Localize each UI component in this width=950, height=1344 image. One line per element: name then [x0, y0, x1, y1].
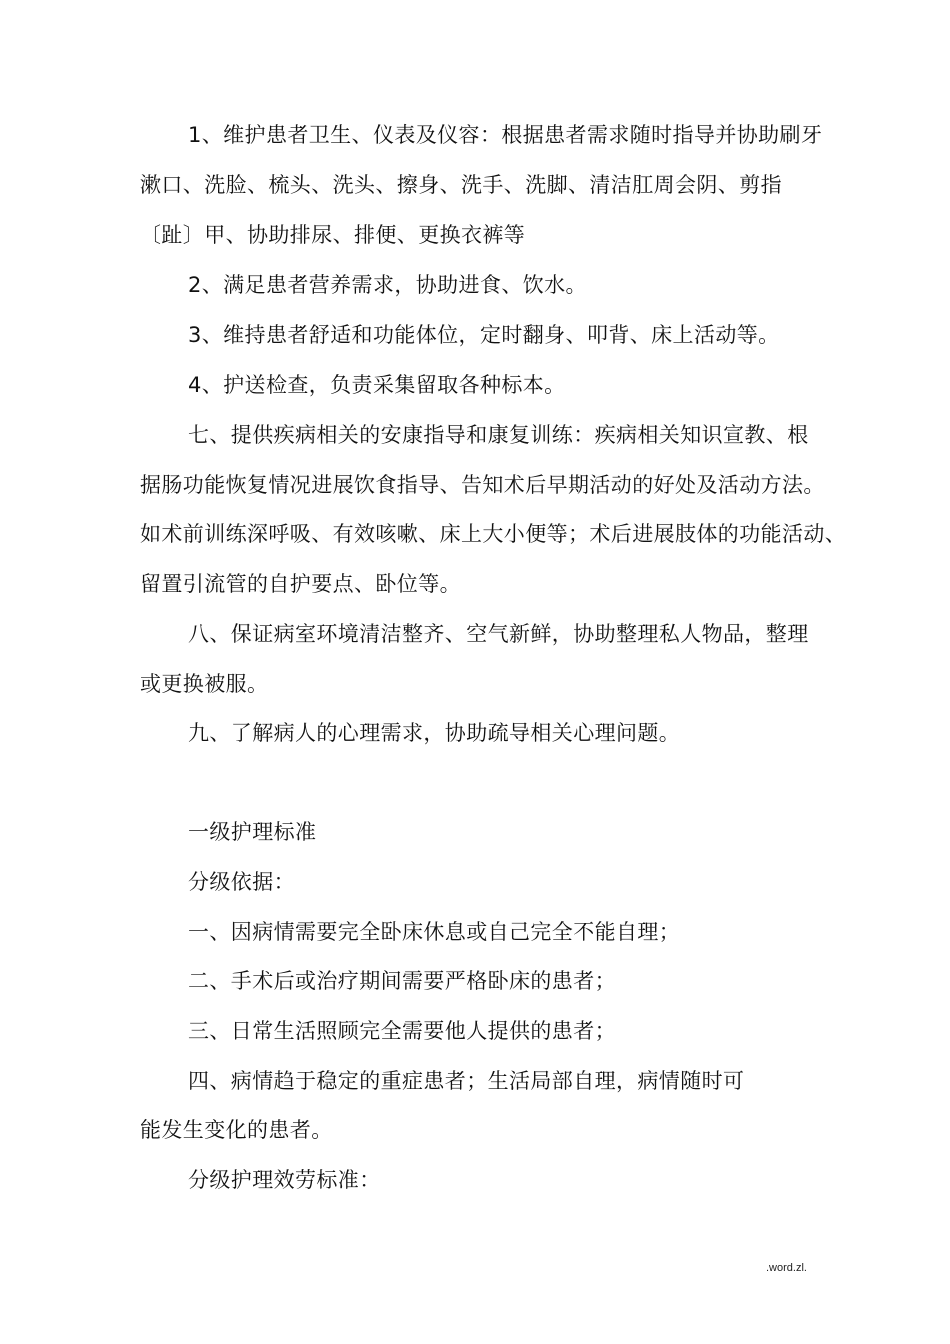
paragraph-line: 九、了解病人的心理需求，协助疏导相关心理问题。 — [188, 721, 681, 745]
paragraph-line: 七、提供疾病相关的安康指导和康复训练：疾病相关知识宣教、根 — [188, 423, 809, 447]
paragraph-line: 二、手术后或治疗期间需要严格卧床的患者； — [188, 969, 616, 993]
paragraph-line: 留置引流管的自护要点、卧位等。 — [140, 572, 461, 596]
paragraph-line: 2、满足患者营养需求，协助进食、饮水。 — [188, 273, 587, 297]
paragraph-line: 据肠功能恢复情况进展饮食指导、告知术后早期活动的好处及活动方法。 — [140, 473, 825, 497]
paragraph-line: 分级护理效劳标准： — [188, 1168, 381, 1192]
section-heading: 一级护理标准 — [188, 820, 317, 844]
paragraph-line: 能发生变化的患者。 — [140, 1118, 333, 1142]
paragraph-line: 或更换被服。 — [140, 672, 269, 696]
paragraph-line: 4、护送检查，负责采集留取各种标本。 — [188, 373, 566, 397]
paragraph-line: 如术前训练深呼吸、有效咳嗽、床上大小便等；术后进展肢体的功能活动、 — [140, 522, 847, 546]
page-footer: .word.zl. — [766, 1262, 807, 1274]
paragraph-line: 一、因病情需要完全卧床休息或自己完全不能自理； — [188, 920, 681, 944]
paragraph-line: 漱口、洗脸、梳头、洗头、擦身、洗手、洗脚、清洁肛周会阴、剪指 — [140, 173, 782, 197]
paragraph-line: 1、维护患者卫生、仪表及仪容：根据患者需求随时指导并协助刷牙 — [188, 123, 823, 147]
paragraph-line: 分级依据： — [188, 870, 295, 894]
paragraph-line: 三、日常生活照顾完全需要他人提供的患者； — [188, 1019, 616, 1043]
paragraph-line: 〔趾〕甲、协助排尿、排便、更换衣裤等 — [140, 223, 526, 247]
paragraph-line: 八、保证病室环境清洁整齐、空气新鲜，协助整理私人物品，整理 — [188, 622, 809, 646]
paragraph-line: 3、维持患者舒适和功能体位，定时翻身、叩背、床上活动等。 — [188, 323, 780, 347]
paragraph-line: 四、病情趋于稳定的重症患者；生活局部自理，病情随时可 — [188, 1069, 745, 1093]
